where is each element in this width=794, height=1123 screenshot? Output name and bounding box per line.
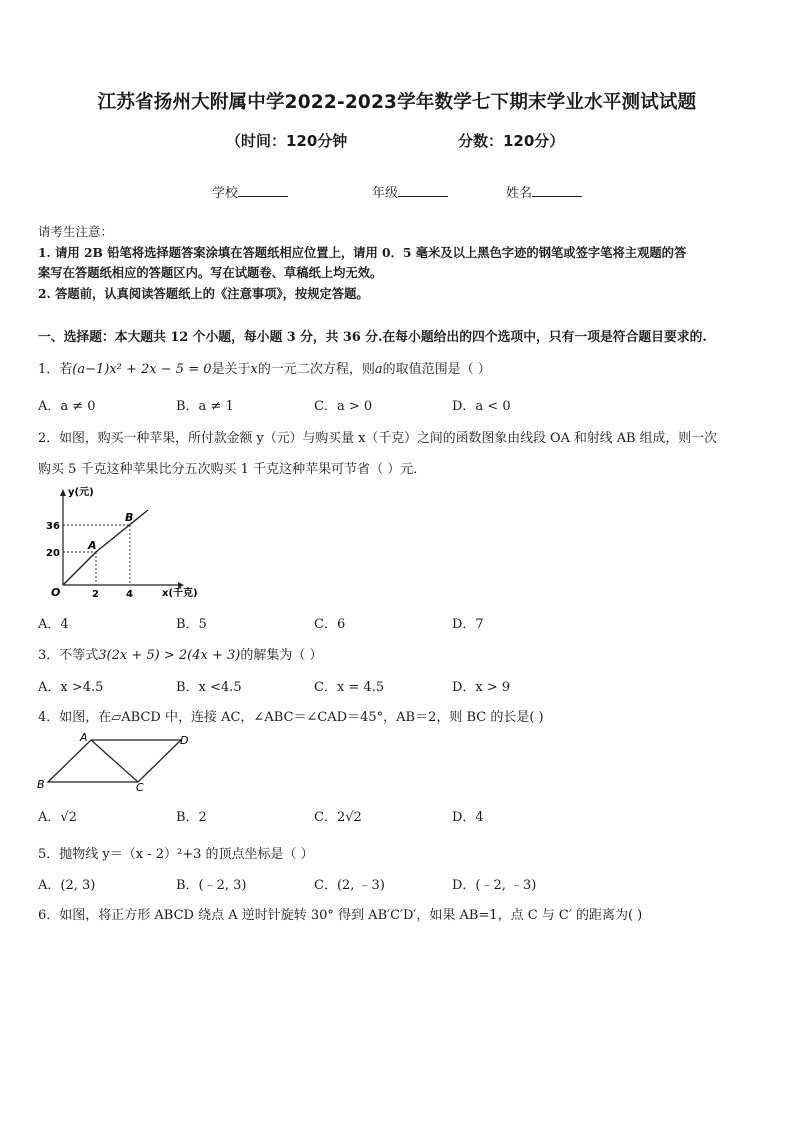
q1-prefix: 1．若 — [38, 362, 73, 377]
question-5: 5．抛物线 y＝（x - 2）²+3 的顶点坐标是（ ） — [38, 847, 314, 862]
point-b-label: B — [125, 511, 134, 524]
exam-score: 分数：120分） — [458, 132, 565, 150]
notice-line-2: 2. 答题前，认真阅读答题纸上的《注意事项》，按规定答题。 — [38, 286, 369, 301]
q4-option-d[interactable]: D．4 — [452, 810, 484, 825]
notice-line-1b: 案写在答题纸相应的答题区内。写在试题卷、草稿纸上均无效。 — [38, 265, 383, 280]
q3-option-b[interactable]: B．x <4.5 — [176, 680, 242, 695]
y-axis-arrow — [60, 489, 66, 496]
origin-label: O — [51, 586, 61, 599]
q3-suffix: 的解集为（ ） — [240, 648, 323, 663]
q5-option-c[interactable]: C．(2, ﹣3) — [314, 878, 385, 893]
grade-blank[interactable] — [398, 184, 448, 197]
question-4: 4．如图，在▱ABCD 中，连接 AC，∠ABC＝∠CAD＝45°，AB＝2，则 BC 的长是( ) — [38, 710, 544, 725]
q4-parallelogram-figure — [36, 730, 196, 794]
name-blank[interactable] — [532, 184, 582, 197]
q5-option-b[interactable]: B．(﹣2, 3) — [176, 878, 247, 893]
y-tick-36: 36 — [46, 521, 60, 532]
name-label: 姓名 — [506, 186, 533, 201]
q2-line-2: 购买 5 千克这种苹果比分五次购买 1 千克这种苹果可节省（ ）元． — [38, 462, 427, 477]
school-label: 学校 — [212, 186, 239, 201]
segment-oa — [63, 552, 96, 585]
q2-option-a[interactable]: A．4 — [38, 617, 69, 632]
q3-expression: 3(2x + 5) > 2(4x + 3) — [98, 648, 241, 663]
q1-option-a[interactable]: A．a ≠ 0 — [38, 399, 96, 414]
school-field — [212, 182, 288, 201]
q3-option-d[interactable]: D．x > 9 — [452, 680, 511, 695]
q1-option-c[interactable]: C．a > 0 — [314, 399, 373, 414]
vertex-a-label: A — [80, 731, 88, 744]
q2-function-graph — [38, 484, 208, 602]
q4-option-a[interactable]: A．√2 — [38, 810, 77, 825]
q1-expression: (a−1)x² + 2x − 5 = 0 — [72, 362, 212, 377]
q5-option-a[interactable]: A．(2, 3) — [38, 878, 96, 893]
q1-mid2: 的一元二次方程，则 — [257, 362, 375, 377]
q1-var-x: x — [250, 362, 258, 377]
page-title: 江苏省扬州大附属中学2022-2023学年数学七下期末学业水平测试试题 — [97, 92, 697, 113]
q2-line-1: 2．如图，购买一种苹果，所付款金额 y（元）与购买量 x（千克）之间的函数图象由线段 OA 和射线 AB 组成，则一次 — [38, 431, 717, 446]
q3-prefix: 3．不等式 — [38, 648, 99, 663]
name-field — [506, 182, 582, 201]
q5-option-d[interactable]: D．(﹣2, ﹣3) — [452, 878, 537, 893]
question-3 — [38, 644, 322, 663]
exam-time: （时间：120分钟 — [226, 132, 348, 150]
ray-ab — [96, 510, 148, 552]
vertex-b-label: B — [37, 778, 45, 791]
x-tick-4: 4 — [126, 589, 133, 600]
q1-mid: 是关于 — [211, 362, 251, 377]
y-axis-label: y(元) — [68, 487, 94, 498]
question-1 — [38, 358, 491, 377]
notice-heading: 请考生注意： — [38, 224, 114, 239]
vertex-c-label: C — [136, 781, 144, 794]
q1-option-b[interactable]: B．a ≠ 1 — [176, 399, 234, 414]
q2-option-b[interactable]: B．5 — [176, 617, 207, 632]
vertex-d-label: D — [180, 734, 189, 747]
q4-option-b[interactable]: B．2 — [176, 810, 207, 825]
x-axis-label: x(千克) — [162, 588, 198, 599]
grade-field — [372, 182, 448, 201]
q3-option-c[interactable]: C．x = 4.5 — [314, 680, 385, 695]
q1-option-d[interactable]: D．a < 0 — [452, 399, 511, 414]
grade-label: 年级 — [372, 186, 399, 201]
notice-line-1a: 1. 请用 2B 铅笔将选择题答案涂填在答题纸相应位置上，请用 0．5 毫米及以上黑色字迹的钢笔或签字笔将主观题的答 — [38, 245, 687, 260]
q1-suffix: 的取值范围是（ ） — [382, 362, 491, 377]
x-tick-2: 2 — [92, 589, 99, 600]
q2-option-c[interactable]: C．6 — [314, 617, 346, 632]
point-a-label: A — [88, 539, 97, 552]
school-blank[interactable] — [238, 184, 288, 197]
diagonal-ac — [91, 740, 138, 782]
q2-option-d[interactable]: D．7 — [452, 617, 484, 632]
q3-option-a[interactable]: A．x >4.5 — [38, 680, 104, 695]
question-6: 6．如图，将正方形 ABCD 绕点 A 逆时针旋转 30° 得到 AB′C′D′，如果 AB=1，点 C 与 C′ 的距离为( ) — [38, 908, 643, 923]
y-tick-20: 20 — [46, 548, 60, 559]
q1-var-a: a — [374, 362, 383, 377]
section-heading: 一、选择题：本大题共 12 个小题，每小题 3 分，共 36 分.在每小题给出的四个选项中，只有一项是符合题目要求的. — [38, 330, 707, 345]
q4-option-c[interactable]: C．2√2 — [314, 810, 362, 825]
